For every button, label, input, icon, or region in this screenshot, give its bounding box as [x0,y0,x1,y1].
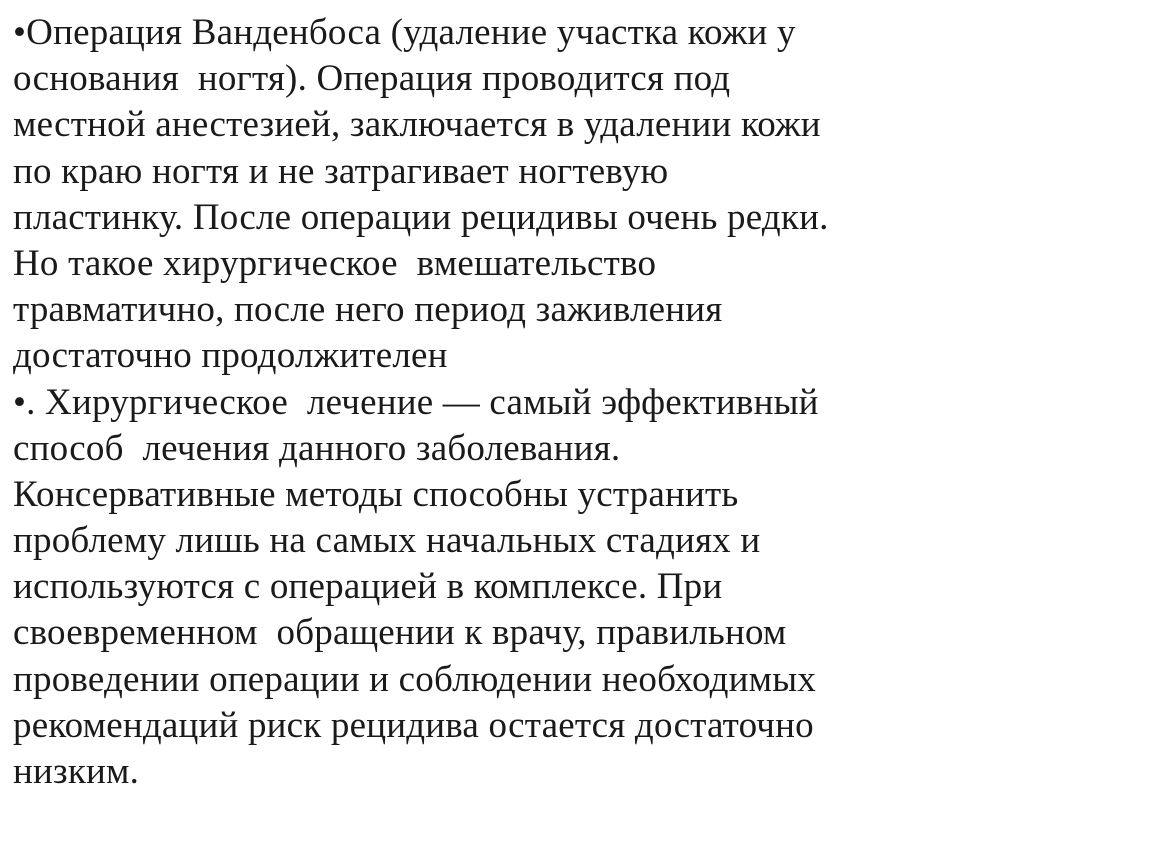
text-line: низким. [13,751,140,792]
text-line: проведении операции и соблюдении необходимых [13,658,817,700]
text-line: рекомендаций риск рецидива остается достаточно [13,704,814,746]
text-line: пластинку. После операции рецидивы очень редки. [13,196,829,238]
text-line: •Операция Ванденбоса (удаление участка кожи у [13,12,796,53]
text-line: достаточно продолжителен [13,335,448,377]
text-line: проблему лишь на самых начальных стадиях и [13,520,761,562]
text-line: травматично, после него период заживления [13,289,723,331]
text-line: способ лечения данного заболевания. [13,427,621,469]
text-line: местной анестезией, заключается в удалении кожи [13,104,821,146]
body-text [13,10,1133,795]
text-line: по краю ногтя и не затрагивает ногтевую [13,150,669,192]
text-line: основания ногтя). Операция проводится под [13,58,731,100]
text-line: Но такое хирургическое вмешательство [13,242,657,284]
text-line: Консервативные методы способны устранить [13,473,739,515]
text-line: своевременном обращении к врачу, правильном [13,612,787,654]
text-line: используются с операцией в комплексе. При [13,566,723,608]
text-line: •. Хирургическое лечение — самый эффективный [13,381,819,423]
